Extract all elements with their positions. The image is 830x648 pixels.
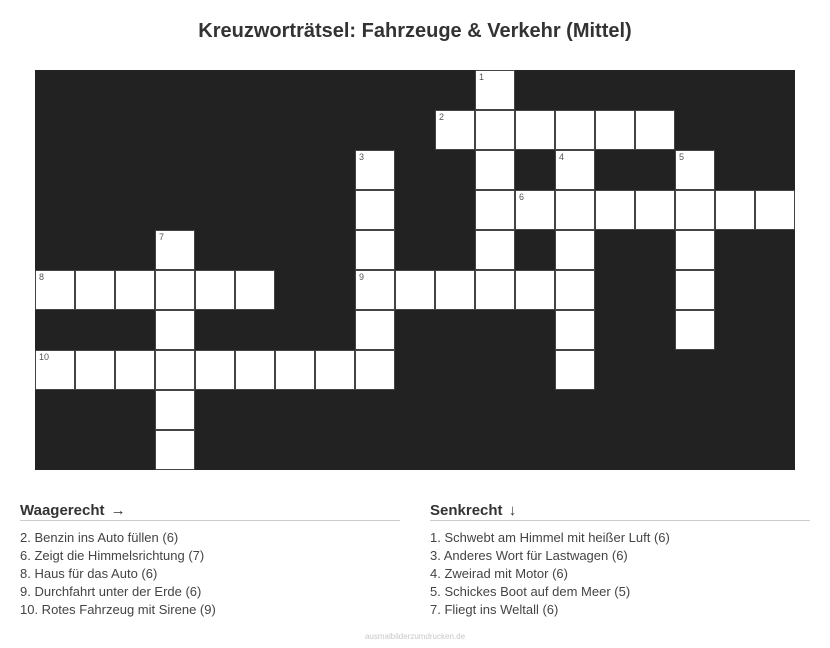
down-clues [430,502,810,619]
crossword-cell[interactable] [195,270,235,310]
crossword-cell-1[interactable] [475,70,515,110]
crossword-cell[interactable] [675,270,715,310]
crossword-cell[interactable] [595,110,635,150]
clue-across-10: 10. Rotes Fahrzeug mit Sirene (9) [20,602,216,617]
crossword-cell[interactable] [595,190,635,230]
crossword-cell[interactable] [635,110,675,150]
crossword-cell[interactable] [155,270,195,310]
crossword-cell[interactable] [475,150,515,190]
clue-down-1: 1. Schwebt am Himmel mit heißer Luft (6) [430,530,670,545]
across-heading [20,502,400,521]
clue-number: 1 [479,72,485,82]
down-heading-label: Senkrecht [430,502,503,519]
crossword-cell[interactable] [515,110,555,150]
crossword-cell-2[interactable] [435,110,475,150]
crossword-cell[interactable] [355,190,395,230]
crossword-cell[interactable] [155,350,195,390]
crossword-cell[interactable] [555,110,595,150]
crossword-cell[interactable] [235,270,275,310]
clue-number: 5 [679,152,685,162]
clue-across-9: 9. Durchfahrt unter der Erde (6) [20,584,202,599]
crossword-cell[interactable] [675,230,715,270]
crossword-cell[interactable] [355,310,395,350]
down-heading [430,502,810,521]
crossword-cell[interactable] [355,230,395,270]
crossword-cell[interactable] [315,350,355,390]
clue-number: 2 [439,112,445,122]
crossword-cell[interactable] [715,190,755,230]
page-title: Kreuzworträtsel: Fahrzeuge & Verkehr (Mittel) [198,20,632,42]
across-heading-label: Waagerecht [20,502,105,519]
crossword-cell[interactable] [275,350,315,390]
crossword-cell[interactable] [155,430,195,470]
crossword-cell-3[interactable] [355,150,395,190]
crossword-cell[interactable] [75,270,115,310]
crossword-cell[interactable] [475,110,515,150]
crossword-cell[interactable] [115,350,155,390]
crossword-cell-10[interactable] [35,350,75,390]
crossword-cell[interactable] [435,270,475,310]
arrow-right-icon: → [110,502,126,519]
crossword-cell-6[interactable] [515,190,555,230]
crossword-cell[interactable] [155,390,195,430]
clue-number: 9 [359,272,365,282]
clue-across-6: 6. Zeigt die Himmelsrichtung (7) [20,548,205,563]
clue-number: 4 [559,152,565,162]
crossword-cell[interactable] [555,350,595,390]
crossword-cell[interactable] [555,230,595,270]
crossword-cell[interactable] [675,310,715,350]
crossword-cell-4[interactable] [555,150,595,190]
clue-number: 8 [39,272,45,282]
clue-down-5: 5. Schickes Boot auf dem Meer (5) [430,584,631,599]
crossword-cell[interactable] [475,270,515,310]
crossword-cell[interactable] [115,270,155,310]
crossword-cell[interactable] [75,350,115,390]
across-clues [20,502,400,619]
clue-number: 10 [39,352,50,362]
clue-number: 3 [359,152,365,162]
clue-down-3: 3. Anderes Wort für Lastwagen (6) [430,548,628,563]
clue-across-8: 8. Haus für das Auto (6) [20,566,158,581]
crossword-cell[interactable] [195,350,235,390]
crossword-cell[interactable] [555,270,595,310]
crossword-cell[interactable] [755,190,795,230]
crossword-cell-9[interactable] [355,270,395,310]
clue-number: 7 [159,232,165,242]
crossword-cell-7[interactable] [155,230,195,270]
crossword-cell-8[interactable] [35,270,75,310]
crossword-cell[interactable] [355,350,395,390]
crossword-cell[interactable] [515,270,555,310]
crossword-cell[interactable] [235,350,275,390]
footer-credit: ausmalbilderzumdrucken.de [364,632,466,641]
crossword-cell-5[interactable] [675,150,715,190]
crossword-cell[interactable] [475,190,515,230]
arrow-down-icon: ↓ [508,502,517,519]
crossword-cell[interactable] [475,230,515,270]
crossword-cell[interactable] [555,190,595,230]
clue-down-7: 7. Fliegt ins Weltall (6) [430,602,559,617]
crossword-cell[interactable] [395,270,435,310]
clue-number: 6 [519,192,525,202]
crossword-cell[interactable] [675,190,715,230]
clue-down-4: 4. Zweirad mit Motor (6) [430,566,568,581]
crossword-grid [35,70,795,470]
crossword-cell[interactable] [155,310,195,350]
crossword-cell[interactable] [555,310,595,350]
crossword-cell[interactable] [635,190,675,230]
clue-across-2: 2. Benzin ins Auto füllen (6) [20,530,179,545]
